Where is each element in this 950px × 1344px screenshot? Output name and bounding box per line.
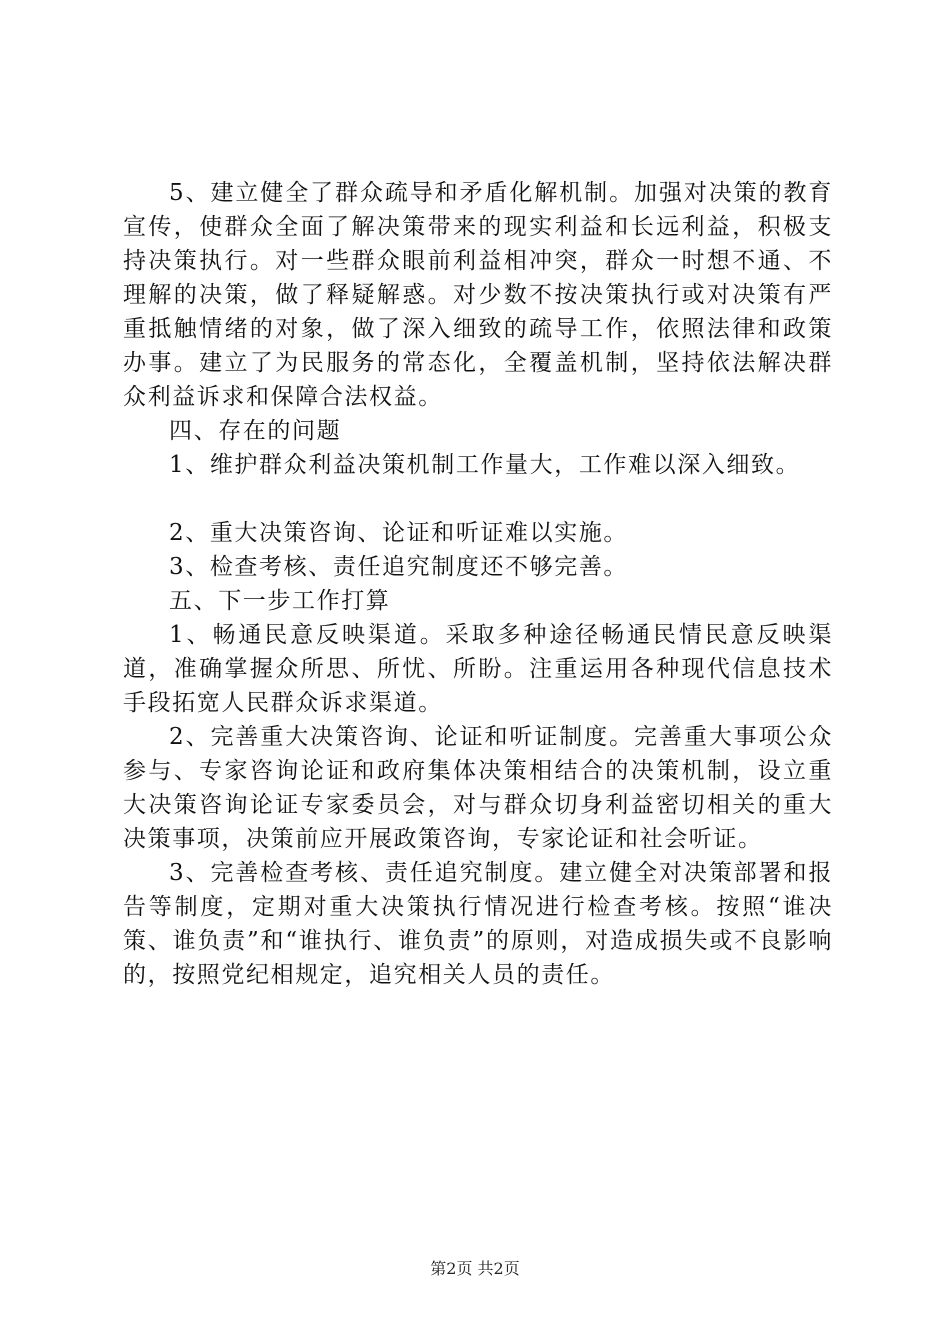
heading-existing-problems: 四、存在的问题 bbox=[169, 418, 342, 444]
problem-item-3: 3、检查考核、责任追究制度还不够完善。 bbox=[169, 554, 629, 580]
page-number-footer: 第2页 共2页 bbox=[430, 1259, 520, 1278]
paragraph-spacer bbox=[123, 482, 833, 516]
document-body bbox=[123, 176, 833, 992]
plan-item-1: 1、畅通民意反映渠道。采取多种途径畅通民情民意反映渠道，准确掌握众所思、所忧、所盼。注重运用各种现代信息技术手段拓宽人民群众诉求渠道。 bbox=[123, 622, 833, 716]
paragraph-mediation-mechanism: 5、建立健全了群众疏导和矛盾化解机制。加强对决策的教育宣传，使群众全面了解决策带来的现实利益和长远利益，积极支持决策执行。对一些群众眼前利益相冲突，群众一时想不通、不理解的决策，做了释疑解惑。对少数不按决策执行或对决策有严重抵触情绪的对象，做了深入细致的疏导工作，依照法律和政策办事。建立了为民服务的常态化，全覆盖机制，坚持依法解决群众利益诉求和保障合法权益。 bbox=[123, 180, 833, 410]
problem-item-2: 2、重大决策咨询、论证和听证难以实施。 bbox=[169, 520, 629, 546]
problem-item-1: 1、维护群众利益决策机制工作量大，工作难以深入细致。 bbox=[169, 452, 801, 478]
plan-item-3: 3、完善检查考核、责任追究制度。建立健全对决策部署和报告等制度，定期对重大决策执行情况进行检查考核。按照“谁决策、谁负责”和“谁执行、谁负责”的原则，对造成损失或不良影响的，按照党纪相规定，追究相关人员的责任。 bbox=[123, 860, 833, 988]
heading-next-steps: 五、下一步工作打算 bbox=[169, 588, 391, 614]
plan-item-2: 2、完善重大决策咨询、论证和听证制度。完善重大事项公众参与、专家咨询论证和政府集体决策相结合的决策机制，设立重大决策咨询论证专家委员会，对与群众切身利益密切相关的重大决策事项，决策前应开展政策咨询，专家论证和社会听证。 bbox=[123, 724, 833, 852]
